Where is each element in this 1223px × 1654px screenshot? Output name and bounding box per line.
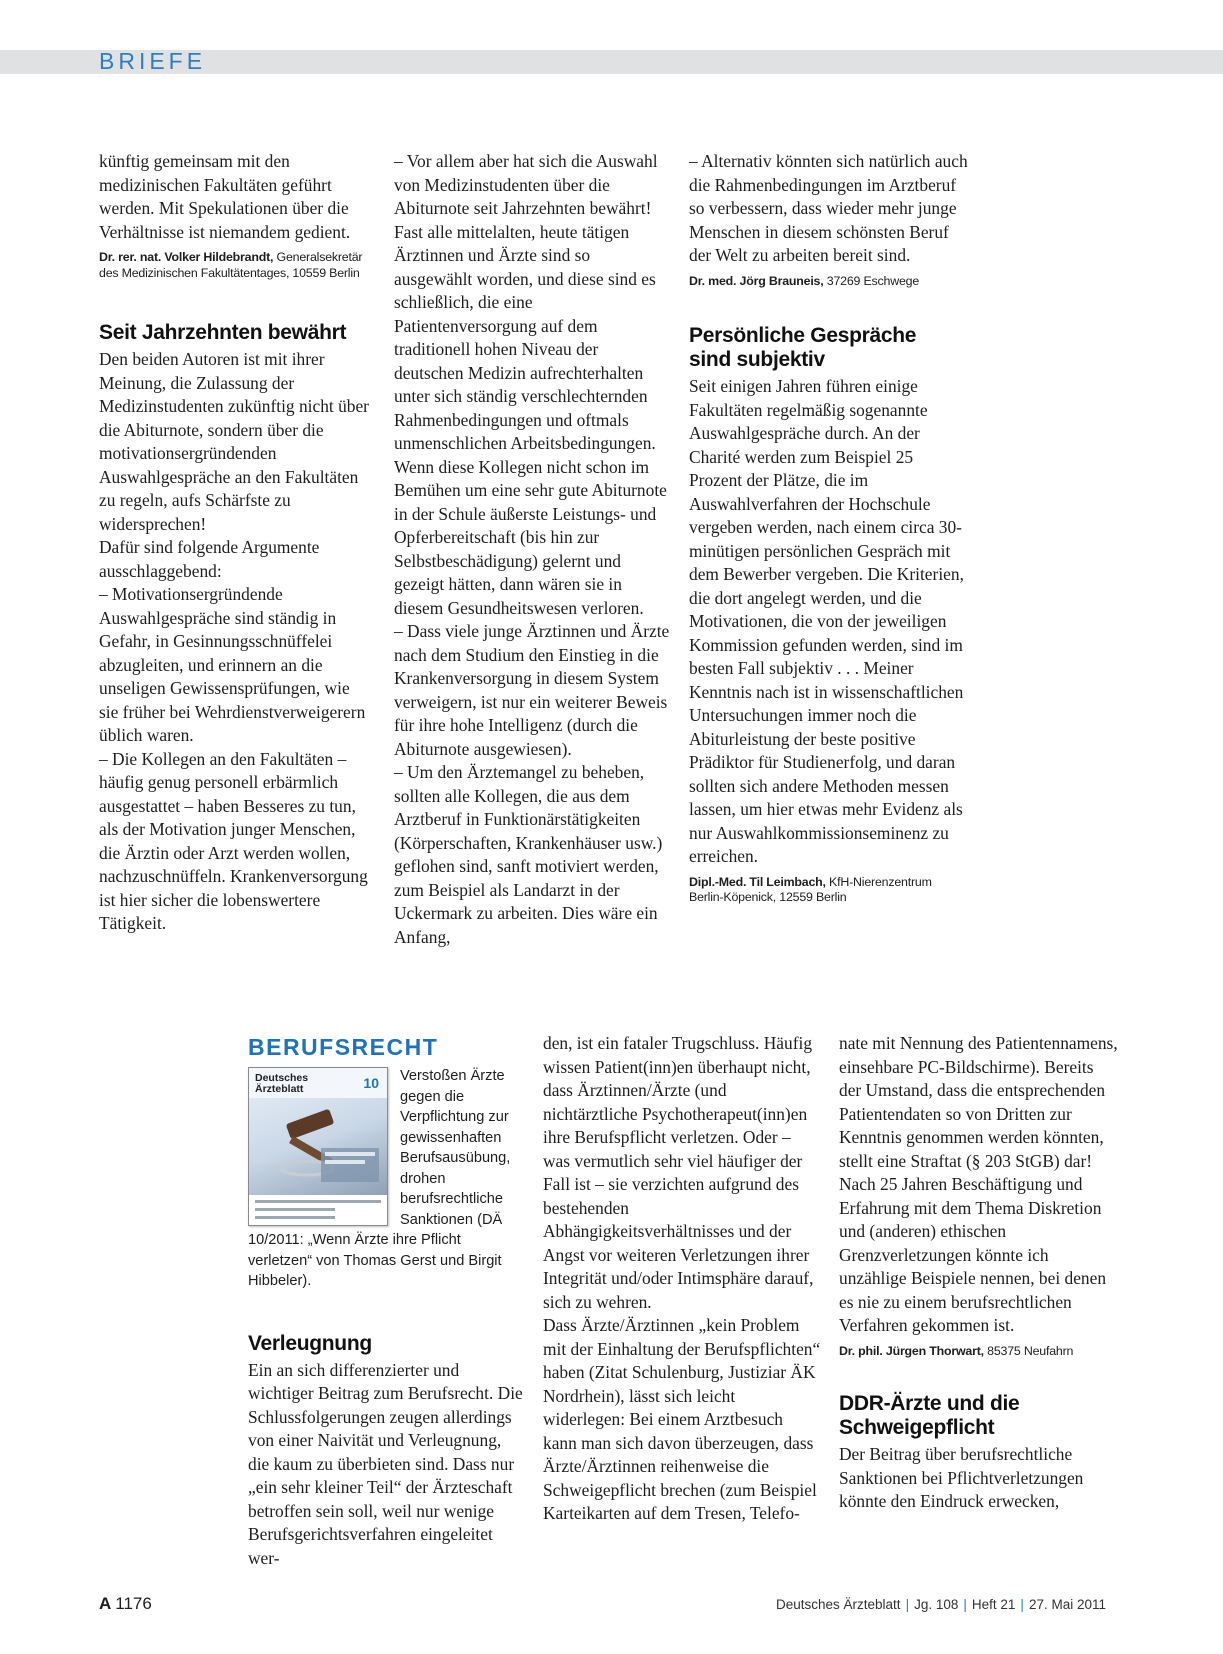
- separator: |: [963, 1597, 967, 1612]
- paragraph: nate mit Nennung des Patientennamens, einsehbare PC-Bildschirme). Bereits der Umstand, dass die entsprechenden Patientendaten so von Dritten zur Kenntnis genommen werden könnten, stellt eine Straftat (§ 203 StGB) dar! Nach 25 Jahren Beschäftigung und Erfahrung mit dem Thema Diskretion und (anderen) ethischen Grenzverletzungen könnte ich unzählige Beispiele nennen, bei denen es nie zu einem berufsrechtlichen Verfahren gekommen ist.: [839, 1033, 1118, 1335]
- cover-caption: [249, 1195, 387, 1225]
- cover-issue-number: 10: [363, 1075, 379, 1091]
- article-heading: [689, 324, 969, 372]
- heading-line: DDR-Ärzte und die: [839, 1392, 1020, 1415]
- signature-name: Dr. med. Jörg Brauneis,: [689, 273, 824, 288]
- signature-name: Dr. phil. Jürgen Thorwart,: [839, 1343, 984, 1358]
- cover-image: [249, 1098, 387, 1195]
- heading-line: Persönliche Gespräche: [689, 324, 917, 347]
- column-2: [394, 150, 671, 949]
- column-3: [689, 150, 969, 906]
- paragraph: – Alternativ könnten sich natürlich auch die Rahmenbedingungen im Arztberuf so verbessern, dass wieder mehr junge Menschen in diesem schönsten Beruf der Welt zu arbeiten bereit sind.: [689, 151, 968, 265]
- journal-name: Deutsches Ärzteblatt: [776, 1597, 901, 1612]
- paragraph: Ein an sich differenzierter und wichtiger Beitrag zum Berufsrecht. Die Schlussfolgerungen zeugen allerdings von einer Naivität und Verleugnung, die kaum zu überbieten sind. Dass nur „ein sehr kleiner Teil“ der Ärzteschaft betroffen sein soll, weil nur wenige Berufsgerichtsverfahren eingeleitet wer-: [248, 1359, 523, 1568]
- signature: [689, 274, 969, 290]
- separator: |: [1020, 1597, 1024, 1612]
- section-label: BRIEFE: [99, 48, 207, 74]
- signature: [99, 250, 371, 281]
- signature: [689, 875, 969, 906]
- paragraph: – Die Kollegen an den Fakultäten – häufig genug personell erbärmlich ausgestattet – haben Besseres zu tun, als der Motivation junger Menschen, die Ärztin oder Arzt werden wollen, nachzuschnüffeln. Krankenversorgung ist hier sicher die lobenswertere Tätigkeit.: [99, 748, 368, 933]
- paragraph: den, ist ein fataler Trugschluss. Häufig wissen Patient(inn)en überhaupt nicht, dass Ärztinnen/Ärzte (und nichtärztliche Psychotherapeut(inn)en ihre Berufspflicht verletzen. Oder – was vermutlich sehr viel häufiger der Fall ist – sie verzichten aufgrund des bestehenden Abhängigkeitsverhältnisses und der Angst vor weiteren Verletzungen ihrer Integrität und/oder Intimsphäre darauf, sich zu wehren.: [543, 1033, 814, 1312]
- page-number-value: 1176: [115, 1594, 152, 1613]
- paragraph: – Motivationsergründende Auswahlgespräche sind ständig in Gefahr, in Gesinnungsschnüffelei abzugleiten, und erinnern an die unseligen Gewissensprüfungen, wie sie früher bei Wehrdienstverweigerern üblich waren.: [99, 584, 366, 745]
- paragraph: – Dass viele junge Ärztinnen und Ärzte nach dem Studium den Einstieg in die Krankenversorgung in diesem System verweigern, ist nur ein weiterer Beweis für ihre hohe Intelligenz (durch die Abiturnote ausgewiesen).: [394, 621, 670, 759]
- signature-affiliation: 85375 Neufahrn: [987, 1343, 1074, 1358]
- paragraph: Den beiden Autoren ist mit ihrer Meinung, die Zulassung der Medizinstudenten zukünftig nicht über die Abiturnote, sondern über die motivationsergründenden Auswahlgespräche an den Fakultäten zu regeln, aufs Schärfste zu widersprechen!: [99, 349, 369, 534]
- article-heading: Seit Jahrzehnten bewährt: [99, 321, 347, 344]
- teaser-block: [248, 1066, 526, 1292]
- column-1: [99, 150, 371, 936]
- page-number: [99, 1594, 152, 1614]
- page-prefix: A: [99, 1594, 112, 1613]
- signature-name: Dipl.-Med. Til Leimbach,: [689, 874, 826, 889]
- gavel-stethoscope-icon: [249, 1098, 387, 1195]
- heading-line: Schweigepflicht: [839, 1416, 995, 1439]
- signature-affiliation: KfH-Nierenzentrum Berlin-Köpenick, 12559 Berlin: [689, 874, 932, 904]
- paragraph: Seit einigen Jahren führen einige Fakultäten regelmäßig sogenannte Auswahlgespräche durch. An der Charité werden zum Beispiel 25 Prozent der Plätze, die im Auswahlverfahren der Hochschule vergeben werden, nach einem circa 30-minütigen persönlichen Gespräch mit dem Bewerber vergeben. Die Kriterien, die dort angelegt werden, und die Motivationen, die von der jeweiligen Kommission gefunden werden, sind im besten Fall subjektiv . . . Meiner Kenntnis nach ist in wissenschaftlichen Untersuchungen immer noch die Abiturleistung der beste positive Prädiktor für Studienerfolg, und daran sollten sich andere Methoden messen lassen, um hier etwas mehr Evidenz als nur Auswahlkommissionseminenz zu erreichen.: [689, 376, 964, 866]
- journal-issue: Heft 21: [971, 1597, 1016, 1612]
- paragraph: – Um den Ärztemangel zu beheben, sollten alle Kollegen, die aus dem Arztberuf in Funktionärstätigkeiten (Körperschaften, Krankenhäuser usw.) geflohen sind, sanft motiviert werden, zum Beispiel als Landarzt in der Uckermark zu arbeiten. Dies wäre ein Anfang,: [394, 762, 663, 947]
- paragraph: Dass Ärzte/Ärztinnen „kein Problem mit der Einhaltung der Berufspflichten“ haben (Zitat Schulenburg, Justiziar ÄK Nordrhein), lässt sich leicht widerlegen: Bei einem Arztbesuch kann man sich davon überzeugen, dass Ärzte/Ärztinnen reihenweise die Schweigepflicht brechen (zum Beispiel Karteikarten auf dem Tresen, Telefo-: [543, 1315, 821, 1523]
- paragraph: Dafür sind folgende Argumente ausschlaggebend:: [99, 537, 320, 581]
- separator: |: [905, 1597, 910, 1612]
- teaser-text: Verstoßen Ärzte gegen die Verpflichtung zur gewissenhaften Berufsausübung, drohen berufsrechtliche Sanktionen (DÄ 10/2011: „Wenn Ärzte ihre Pflicht verletzen“ von Thomas Gerst und Birgit Hibbeler).: [248, 1068, 511, 1289]
- journal-footer: [776, 1597, 1106, 1612]
- column-6: [839, 1032, 1119, 1514]
- masthead-line: Deutsches: [255, 1072, 309, 1084]
- paragraph: – Vor allem aber hat sich die Auswahl von Medizinstudenten über die Abiturnote seit Jahrzehnten bewährt! Fast alle mittelalten, heute tätigen Ärztinnen und Ärzte sind so ausgewählt worden, und diese sind es schließlich, die eine Patientenversorgung auf dem traditionell hohen Niveau der deutschen Medizin aufrechterhalten unter sich ständig verschlechternden Rahmenbedingungen und oftmals unmenschlichen Arbeitsbedingungen. Wenn diese Kollegen nicht schon im Bemühen um eine sehr gute Abiturnote in der Schule äußerste Leistungs- und Opferbereitschaft (bis hin zur Selbstbeschädigung) gelernt und gezeigt hätten, dann wären sie in diesem Gesundheitswesen verloren.: [394, 151, 667, 618]
- rubric-title: BERUFSRECHT: [248, 1034, 439, 1060]
- signature-affiliation: Generalsekretär des Medizinischen Fakultätentages, 10559 Berlin: [99, 250, 363, 280]
- berufsrecht-column: [248, 1032, 526, 1570]
- article-heading: [839, 1392, 1119, 1440]
- article-heading: Verleugnung: [248, 1331, 372, 1355]
- heading-line: sind subjektiv: [689, 348, 825, 371]
- signature: [839, 1344, 1119, 1360]
- cover-masthead: [255, 1073, 308, 1095]
- paragraph: künftig gemeinsam mit den medizinischen Fakultäten geführt werden. Mit Spekulationen über die Verhältnisse ist niemandem gedient.: [99, 151, 351, 242]
- signature-name: Dr. rer. nat. Volker Hildebrandt,: [99, 250, 274, 264]
- journal-volume: Jg. 108: [914, 1597, 959, 1612]
- magazine-cover-thumbnail: [248, 1067, 388, 1226]
- masthead-line: Ärzteblatt: [255, 1083, 304, 1095]
- journal-date: 27. Mai 2011: [1028, 1597, 1106, 1612]
- signature-affiliation: 37269 Eschwege: [826, 273, 920, 288]
- column-5: [543, 1032, 821, 1526]
- paragraph: Der Beitrag über berufsrechtliche Sanktionen bei Pflichtverletzungen könnte den Eindruck erwecken,: [839, 1444, 1084, 1511]
